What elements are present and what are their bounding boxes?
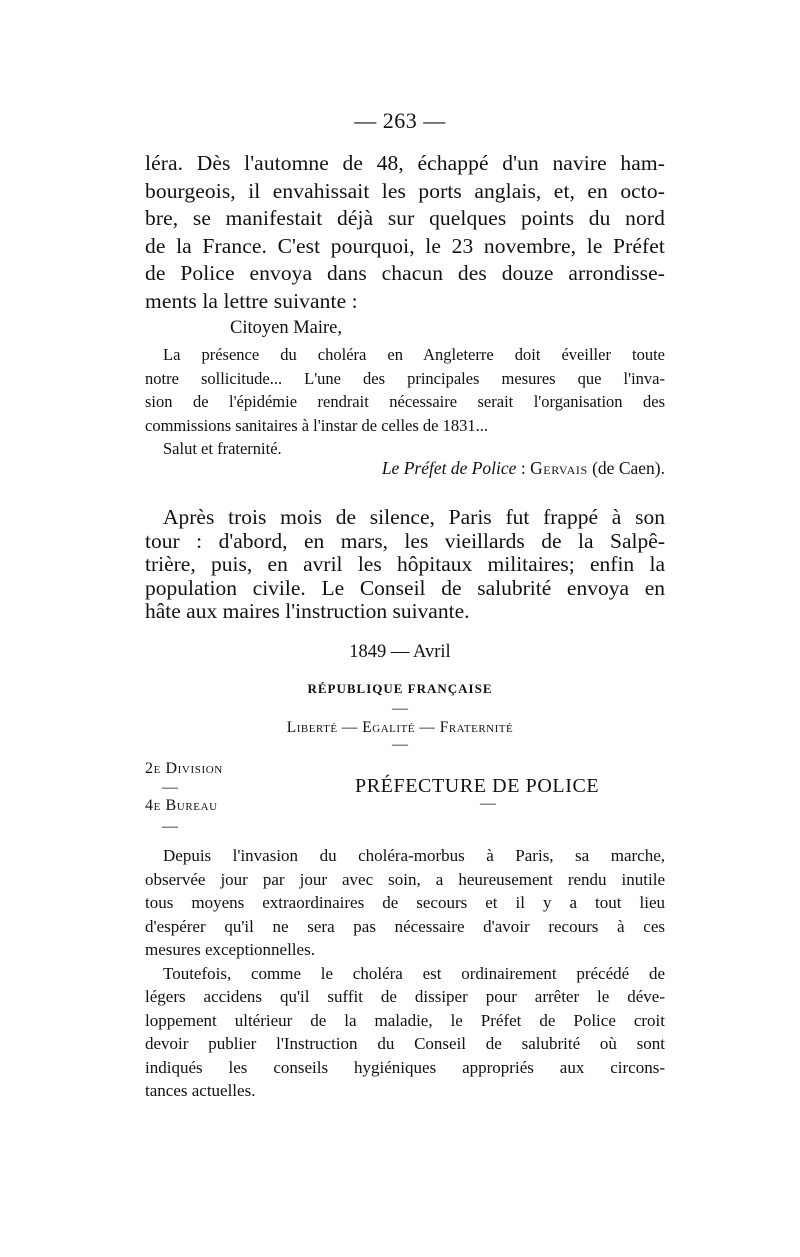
instruction-line: tances actuelles. bbox=[145, 1081, 256, 1100]
separator-dash: — bbox=[162, 779, 178, 796]
intro-line: léra. Dès l'automne de 48, échappé d'un navire ham- bbox=[145, 151, 665, 175]
signature-title: Le Préfet de Police bbox=[381, 458, 517, 478]
intro-line: de Police envoya dans chacun des douze arrondisse- bbox=[145, 261, 665, 285]
letter-line: commissions sanitaires à l'instar de celles de 1831... bbox=[145, 415, 488, 435]
bureau-label: 4e Bureau bbox=[145, 797, 218, 814]
narrative-line: trière, puis, en avril les hôpitaux militaires; enfin la bbox=[145, 552, 665, 576]
intro-paragraph bbox=[145, 150, 665, 315]
instruction-line: d'espérer qu'il ne sera pas nécessaire d'avoir recours à ces bbox=[145, 916, 665, 936]
letter-closing: Salut et fraternité. bbox=[163, 439, 282, 458]
instruction-line: loppement ultérieur de la maladie, le Préfet de Police croit bbox=[145, 1010, 665, 1030]
letter-signature bbox=[315, 458, 665, 479]
signature-name: Gervais bbox=[530, 458, 588, 478]
instruction-text bbox=[145, 844, 665, 1103]
separator-dash: — bbox=[392, 700, 408, 717]
narrative-line: hâte aux maires l'instruction suivante. bbox=[145, 599, 470, 623]
narrative-paragraph bbox=[145, 506, 665, 624]
republic-heading: RÉPUBLIQUE FRANÇAISE bbox=[307, 681, 493, 696]
separator-dash: — bbox=[162, 818, 178, 835]
division-label: 2e Division bbox=[145, 760, 223, 777]
instruction-line: observée jour par jour avec soin, a heureusement rendu inutile bbox=[145, 869, 665, 889]
letter-body bbox=[145, 343, 665, 461]
instruction-line: tous moyens extraordinaires de secours et il y a tout lieu bbox=[145, 893, 665, 912]
instruction-line: légers accidens qu'il suffit de dissiper pour arrêter le déve- bbox=[145, 987, 665, 1006]
letter-line: notre sollicitude... L'une des principales mesures que l'inva- bbox=[145, 368, 665, 388]
instruction-line: Toutefois, comme le choléra est ordinairement précédé de bbox=[163, 963, 665, 983]
republic-motto: Liberté — Egalité — Fraternité bbox=[286, 719, 514, 736]
intro-line: bre, se manifestait déjà sur quelques points du nord bbox=[145, 206, 665, 230]
intro-line: de la France. C'est pourquoi, le 23 novembre, le Préfet bbox=[145, 233, 665, 258]
separator-dash: — bbox=[480, 795, 496, 812]
separator-dash: — bbox=[392, 736, 408, 753]
intro-line: bourgeois, il envahissait les ports anglais, et, en octo- bbox=[145, 178, 665, 203]
signature-separator: : bbox=[516, 458, 531, 478]
instruction-line: devoir publier l'Instruction du Conseil de salubrité où sont bbox=[145, 1034, 665, 1053]
narrative-line: population civile. Le Conseil de salubrité envoya en bbox=[145, 575, 665, 600]
page-number: — 263 — bbox=[354, 108, 446, 133]
narrative-line: Après trois mois de silence, Paris fut frappé à son bbox=[163, 505, 665, 529]
prefecture-heading: PRÉFECTURE DE POLICE bbox=[355, 775, 600, 797]
instruction-line: Depuis l'invasion du choléra-morbus à Paris, sa marche, bbox=[163, 846, 665, 865]
document-date: 1849 — Avril bbox=[349, 642, 451, 662]
intro-line: ments la lettre suivante : bbox=[145, 288, 358, 313]
letter-line: sion de l'épidémie rendrait nécessaire serait l'organisation des bbox=[145, 392, 665, 411]
signature-place: (de Caen). bbox=[587, 458, 665, 478]
instruction-line: mesures exceptionnelles. bbox=[145, 940, 315, 959]
letter-line: La présence du choléra en Angleterre doit éveiller toute bbox=[163, 345, 665, 364]
instruction-line: indiqués les conseils hygiéniques appropriés aux circons- bbox=[145, 1057, 665, 1077]
letter-salutation: Citoyen Maire, bbox=[230, 318, 343, 338]
narrative-line: tour : d'abord, en mars, les vieillards de la Salpê- bbox=[145, 528, 665, 553]
